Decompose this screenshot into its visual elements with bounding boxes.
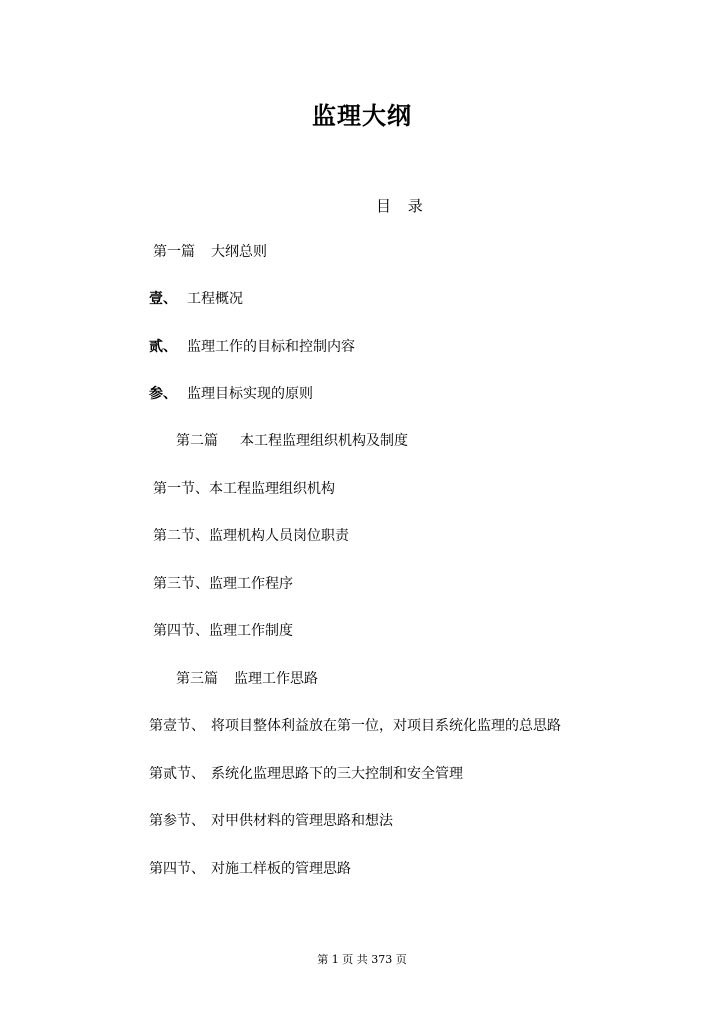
toc-entry-prefix: 参、: [149, 386, 177, 402]
toc-entry-text: 本工程监理组织机构及制度: [240, 433, 408, 449]
toc-entry-prefix: 第三篇: [176, 671, 218, 687]
toc-entry-text: 系统化监理思路下的三大控制和安全管理: [211, 766, 463, 782]
document-title: 监理大纲: [312, 102, 412, 130]
toc-entry-prefix: 第贰节、: [149, 766, 205, 782]
toc-entry-section-4[interactable]: [153, 621, 293, 641]
toc-entry-text: 第二节、监理机构人员岗位职责: [153, 528, 349, 544]
toc-entry-text: 对甲供材料的管理思路和想法: [211, 813, 393, 829]
toc-entry-3[interactable]: [149, 384, 313, 404]
toc-entry-text: 第四节、监理工作制度: [153, 623, 293, 639]
toc-entry-prefix: 第四节、: [149, 861, 205, 877]
toc-entry-prefix: 第一篇: [153, 244, 195, 260]
toc-entry-text: 将项目整体利益放在第一位，对项目系统化监理的总思路: [211, 718, 561, 734]
toc-entry-text: 第三节、监理工作程序: [153, 576, 293, 592]
toc-entry-prefix: 第壹节、: [149, 718, 205, 734]
toc-entry-1[interactable]: [149, 289, 243, 309]
toc-entry-section-3[interactable]: [153, 574, 293, 594]
toc-entry-text: 工程概况: [187, 291, 243, 307]
toc-entry-prefix: 第参节、: [149, 813, 205, 829]
toc-entry-part-2[interactable]: [176, 431, 408, 451]
toc-entry-section-part3-2[interactable]: [149, 764, 463, 784]
toc-entry-part-1[interactable]: [153, 242, 267, 262]
toc-entry-text: 第一节、本工程监理组织机构: [153, 481, 335, 497]
toc-entry-part-3[interactable]: [176, 669, 318, 689]
toc-entry-prefix: 贰、: [149, 339, 177, 355]
toc-entry-prefix: 第二篇: [176, 433, 218, 449]
toc-entry-text: 监理工作的目标和控制内容: [187, 339, 355, 355]
toc-entry-section-part3-3[interactable]: [149, 811, 393, 831]
toc-entry-text: 监理工作思路: [234, 671, 318, 687]
page-footer: 第 1 页 共 373 页: [317, 953, 407, 966]
toc-entry-text: 大纲总则: [211, 244, 267, 260]
toc-entry-text: 对施工样板的管理思路: [211, 861, 351, 877]
toc-entry-text: 监理目标实现的原则: [187, 386, 313, 402]
toc-entry-section-1[interactable]: [153, 479, 335, 499]
toc-heading: 目 录: [376, 197, 429, 215]
toc-entry-section-part3-4[interactable]: [149, 859, 351, 879]
toc-entry-section-part3-1[interactable]: [149, 716, 561, 736]
toc-entry-2[interactable]: [149, 337, 355, 357]
toc-entry-section-2[interactable]: [153, 526, 349, 546]
toc-entry-prefix: 壹、: [149, 291, 177, 307]
